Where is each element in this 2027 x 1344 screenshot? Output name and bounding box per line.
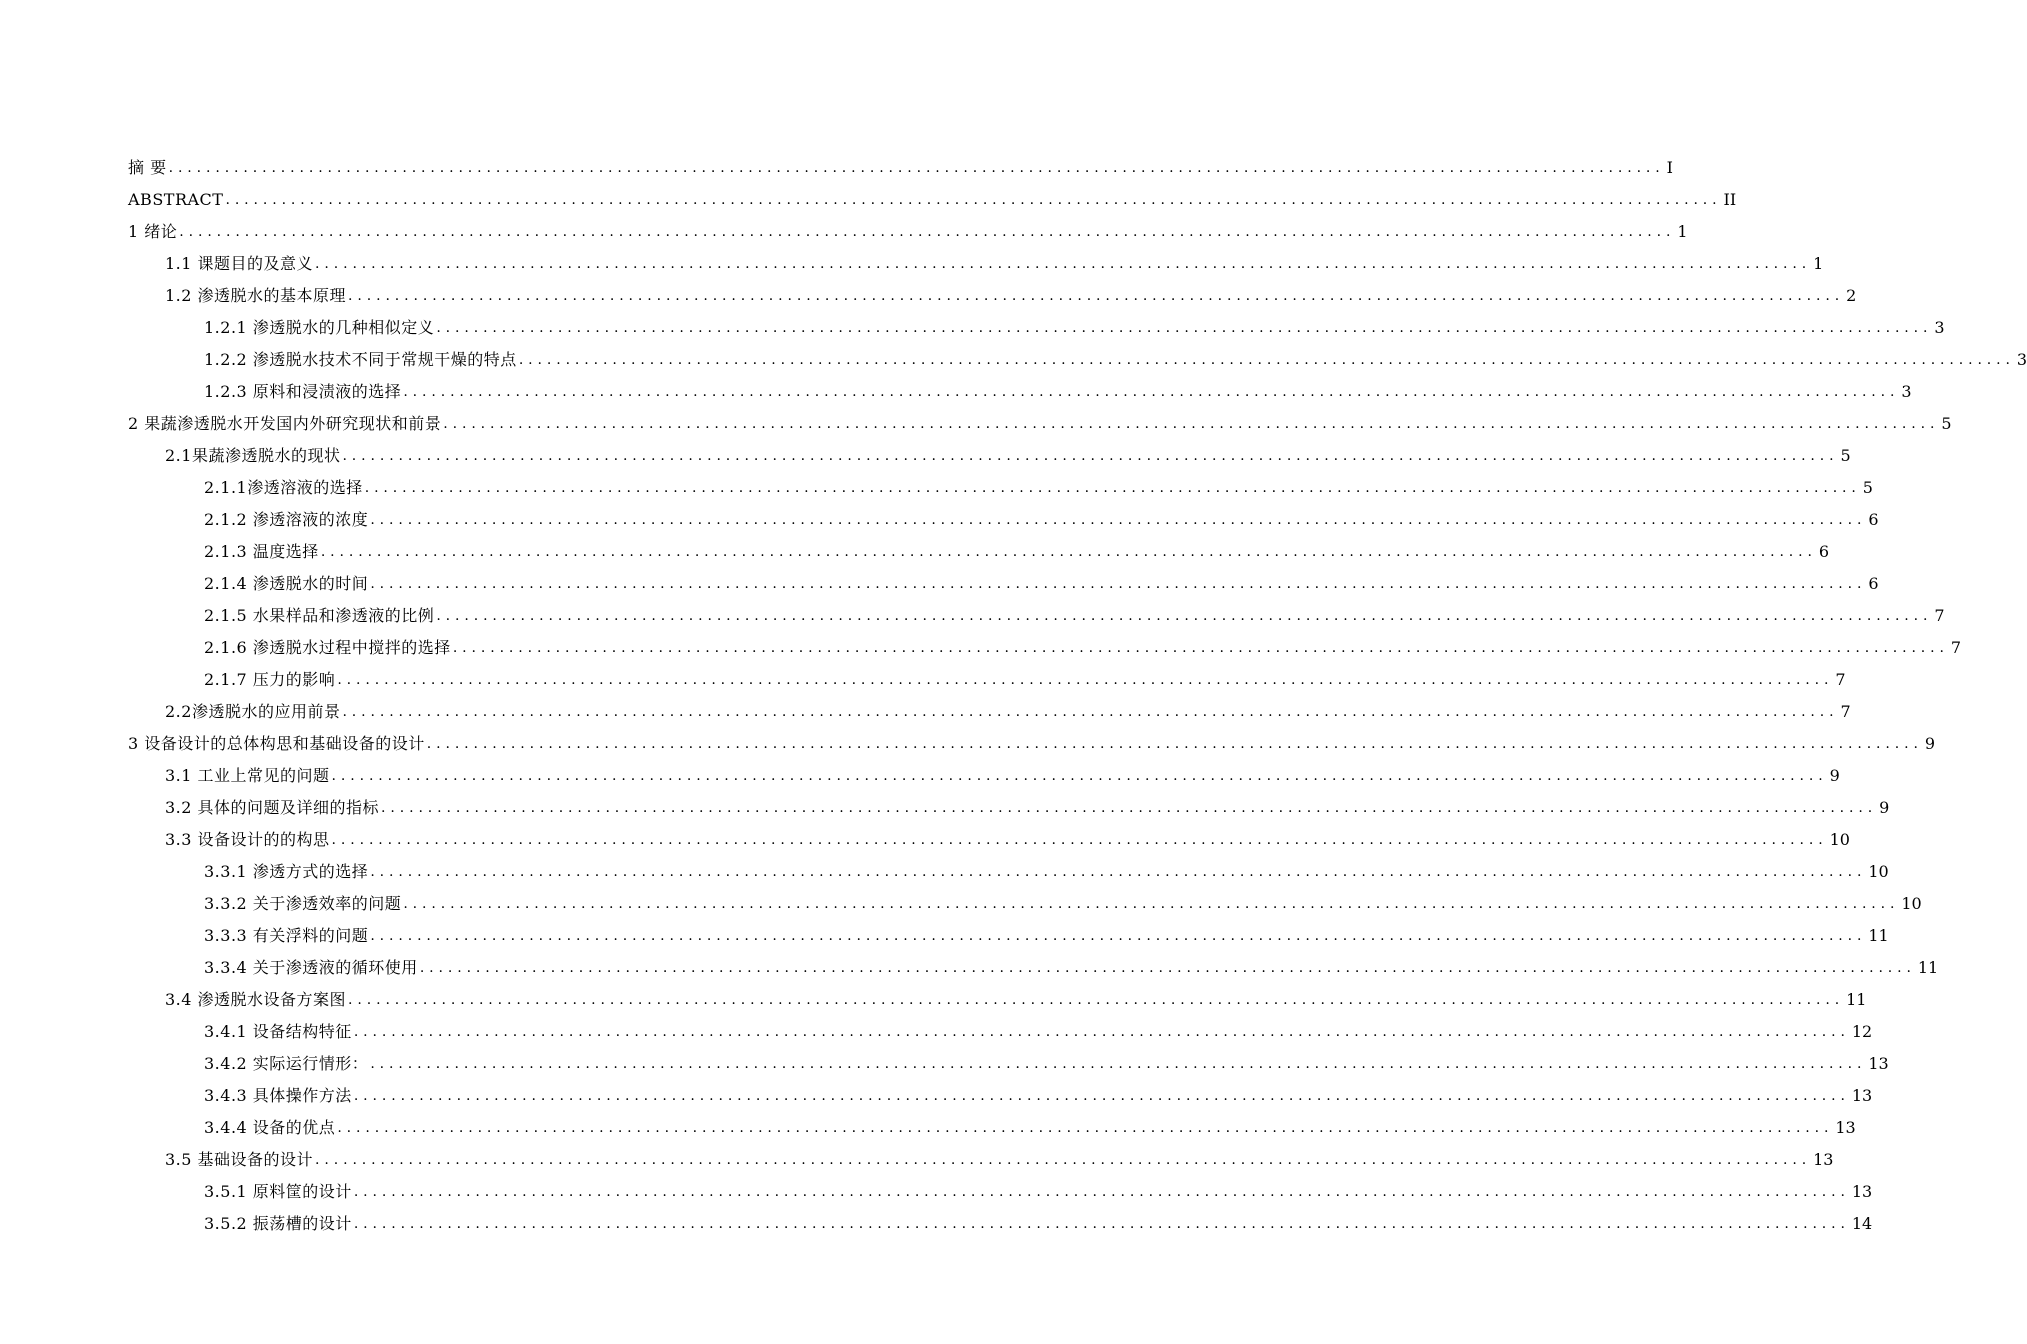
toc-entry[interactable] — [128, 722, 1935, 754]
toc-entry[interactable] — [128, 242, 1824, 274]
toc-entry-title: 2 果蔬渗透脱水开发国内外研究现状和前景 — [128, 414, 442, 433]
toc-entry-page-number: 12 — [1851, 1022, 1873, 1041]
toc-leader-dots: ................................................................................................................................................................ — [370, 864, 1867, 880]
toc-entry[interactable] — [128, 210, 1688, 242]
toc-entry-title: 3.4 渗透脱水设备方案图 — [165, 990, 347, 1009]
toc-leader-dots: ................................................................................................................................................................ — [353, 1216, 1850, 1232]
toc-entry-title: 3.3.2 关于渗透效率的问题 — [204, 894, 402, 913]
toc-entry-page-number: 13 — [1868, 1054, 1889, 1073]
toc-entry-page-number: 11 — [1917, 958, 1939, 977]
toc-entry-page-number: 3 — [1901, 382, 1912, 401]
toc-leader-dots: ................................................................................................................................................................ — [370, 576, 1867, 592]
toc-leader-dots: ................................................................................................................................................................ — [370, 928, 1867, 944]
toc-entry[interactable] — [128, 594, 1945, 626]
toc-entry-page-number: 6 — [1868, 574, 1879, 593]
toc-leader-dots: ................................................................................................................................................................ — [353, 1088, 1850, 1104]
toc-entry-page-number: II — [1723, 190, 1737, 209]
toc-entry-page-number: 9 — [1829, 766, 1840, 785]
toc-entry-title: 3.3.4 关于渗透液的循环使用 — [204, 958, 418, 977]
toc-entry[interactable] — [128, 946, 1939, 978]
toc-entry-page-number: 7 — [1840, 702, 1851, 721]
toc-leader-dots: ................................................................................................................................................................ — [370, 512, 1867, 528]
toc-leader-dots: ................................................................................................................................................................ — [518, 352, 2015, 368]
toc-entry[interactable] — [128, 914, 1889, 946]
toc-leader-dots: ................................................................................................................................................................ — [403, 896, 1900, 912]
toc-entry[interactable] — [128, 786, 1890, 818]
toc-entry-page-number: 3 — [1934, 318, 1945, 337]
toc-entry-title: ABSTRACT — [128, 190, 224, 209]
toc-entry-title: 1.2.1 渗透脱水的几种相似定义 — [204, 318, 435, 337]
toc-entry-title: 3.4.2 实际运行情形： — [204, 1054, 369, 1073]
toc-entry[interactable] — [128, 146, 1673, 178]
toc-entry[interactable] — [128, 1010, 1873, 1042]
toc-entry[interactable] — [128, 882, 1922, 914]
toc-entry-title: 2.1果蔬渗透脱水的现状 — [165, 446, 341, 465]
toc-entry-title: 2.1.3 温度选择 — [204, 542, 319, 561]
toc-entry[interactable] — [128, 434, 1851, 466]
toc-entry[interactable] — [128, 626, 1962, 658]
toc-leader-dots: ................................................................................................................................................................ — [179, 224, 1676, 240]
toc-entry-page-number: 6 — [1818, 542, 1830, 561]
toc-leader-dots: ................................................................................................................................................................ — [353, 1184, 1850, 1200]
toc-leader-dots: ................................................................................................................................................................ — [381, 800, 1878, 816]
toc-entry[interactable] — [128, 1106, 1856, 1138]
toc-entry-page-number: I — [1666, 158, 1673, 177]
toc-leader-dots: ................................................................................................................................................................ — [426, 736, 1923, 752]
toc-leader-dots: ................................................................................................................................................................ — [436, 608, 1933, 624]
toc-entry-page-number: 13 — [1835, 1118, 1856, 1137]
toc-leader-dots: ................................................................................................................................................................ — [364, 480, 1861, 496]
toc-entry-title: 1.1 课题目的及意义 — [165, 254, 314, 273]
toc-entry-page-number: 1 — [1813, 254, 1824, 273]
toc-entry-title: 3.3.3 有关浮料的问题 — [204, 926, 369, 945]
toc-entry-page-number: 14 — [1851, 1214, 1873, 1233]
toc-entry-title: 3.4.4 设备的优点 — [204, 1118, 336, 1137]
toc-leader-dots: ................................................................................................................................................................ — [342, 448, 1839, 464]
toc-leader-dots: ................................................................................................................................................................ — [348, 288, 1845, 304]
toc-entry[interactable] — [128, 850, 1889, 882]
toc-entry-page-number: 9 — [1879, 798, 1890, 817]
toc-entry-page-number: 2 — [1846, 286, 1857, 305]
toc-entry-title: 摘 要 — [128, 158, 167, 177]
toc-entry-page-number: 6 — [1868, 510, 1879, 529]
table-of-contents — [128, 146, 2027, 1234]
toc-entry-title: 3.2 具体的问题及详细的指标 — [165, 798, 380, 817]
toc-leader-dots: ................................................................................................................................................................ — [315, 1152, 1812, 1168]
toc-entry[interactable] — [128, 530, 1830, 562]
toc-leader-dots: ................................................................................................................................................................ — [320, 544, 1817, 560]
toc-entry[interactable] — [128, 818, 1850, 850]
toc-entry[interactable] — [128, 562, 1879, 594]
toc-entry-title: 2.1.6 渗透脱水过程中搅拌的选择 — [204, 638, 451, 657]
toc-leader-dots: ................................................................................................................................................................ — [443, 416, 1940, 432]
toc-entry-page-number: 1 — [1677, 222, 1688, 241]
toc-leader-dots: ................................................................................................................................................................ — [337, 1120, 1834, 1136]
toc-leader-dots: ................................................................................................................................................................ — [353, 1024, 1850, 1040]
toc-entry-title: 2.1.7 压力的影响 — [204, 670, 336, 689]
toc-entry-page-number: 11 — [1868, 926, 1889, 945]
toc-entry[interactable] — [128, 978, 1867, 1010]
toc-entry-page-number: 5 — [1862, 478, 1873, 497]
toc-entry-page-number: 5 — [1840, 446, 1851, 465]
toc-entry-title: 2.1.1渗透溶液的选择 — [204, 478, 363, 497]
toc-entry[interactable] — [128, 690, 1851, 722]
toc-entry-title: 2.2渗透脱水的应用前景 — [165, 702, 341, 721]
toc-entry-page-number: 5 — [1941, 414, 1952, 433]
toc-leader-dots: ................................................................................................................................................................ — [452, 640, 1949, 656]
toc-entry[interactable] — [128, 274, 1857, 306]
toc-entry-page-number: 13 — [1813, 1150, 1834, 1169]
toc-entry[interactable] — [128, 306, 1945, 338]
toc-entry[interactable] — [128, 178, 1737, 210]
toc-entry[interactable] — [128, 498, 1879, 530]
toc-leader-dots: ................................................................................................................................................................ — [337, 672, 1834, 688]
toc-entry-title: 1.2.2 渗透脱水技术不同于常规干燥的特点 — [204, 350, 517, 369]
toc-entry[interactable] — [128, 1170, 1873, 1202]
toc-entry-page-number: 10 — [1901, 894, 1922, 913]
toc-entry-title: 2.1.4 渗透脱水的时间 — [204, 574, 369, 593]
toc-entry-title: 2.1.2 渗透溶液的浓度 — [204, 510, 369, 529]
toc-leader-dots: ................................................................................................................................................................ — [331, 832, 1828, 848]
toc-entry-title: 3.5 基础设备的设计 — [165, 1150, 314, 1169]
toc-entry[interactable] — [128, 402, 1952, 434]
toc-entry-title: 3.4.1 设备结构特征 — [204, 1022, 352, 1041]
toc-entry-page-number: 11 — [1846, 990, 1867, 1009]
toc-entry-title: 3.3 设备设计的的构思 — [165, 830, 330, 849]
toc-entry-page-number: 3 — [2016, 350, 2027, 369]
toc-leader-dots: ................................................................................................................................................................ — [315, 256, 1812, 272]
toc-entry-title: 2.1.5 水果样品和渗透液的比例 — [204, 606, 435, 625]
toc-entry[interactable] — [128, 1074, 1873, 1106]
toc-entry-page-number: 10 — [1868, 862, 1889, 881]
toc-leader-dots: ................................................................................................................................................................ — [342, 704, 1839, 720]
toc-leader-dots: ................................................................................................................................................................ — [348, 992, 1845, 1008]
toc-entry-title: 1.2 渗透脱水的基本原理 — [165, 286, 347, 305]
toc-entry-title: 3.3.1 渗透方式的选择 — [204, 862, 369, 881]
toc-leader-dots: ................................................................................................................................................................ — [331, 768, 1828, 784]
toc-entry-page-number: 10 — [1829, 830, 1850, 849]
toc-entry-page-number: 13 — [1851, 1182, 1873, 1201]
toc-entry[interactable] — [128, 658, 1846, 690]
toc-leader-dots: ................................................................................................................................................................ — [436, 320, 1933, 336]
toc-entry[interactable] — [128, 370, 1912, 402]
toc-leader-dots: ................................................................................................................................................................ — [225, 192, 1722, 208]
toc-entry[interactable] — [128, 466, 1873, 498]
toc-entry-page-number: 7 — [1950, 638, 1962, 657]
toc-entry-page-number: 9 — [1924, 734, 1935, 753]
toc-entry[interactable] — [128, 1202, 1873, 1234]
toc-entry-page-number: 7 — [1934, 606, 1945, 625]
toc-entry-title: 3.5.2 振荡槽的设计 — [204, 1214, 352, 1233]
toc-entry-title: 1 绪论 — [128, 222, 178, 241]
toc-leader-dots: ................................................................................................................................................................ — [419, 960, 1916, 976]
toc-entry-title: 3.4.3 具体操作方法 — [204, 1086, 352, 1105]
toc-entry-title: 3 设备设计的总体构思和基础设备的设计 — [128, 734, 425, 753]
toc-entry-title: 3.5.1 原料筐的设计 — [204, 1182, 352, 1201]
toc-entry[interactable] — [128, 754, 1840, 786]
toc-entry-title: 1.2.3 原料和浸渍液的选择 — [204, 382, 402, 401]
toc-entry-title: 3.1 工业上常见的问题 — [165, 766, 330, 785]
toc-leader-dots: ................................................................................................................................................................ — [168, 160, 1665, 176]
toc-entry[interactable] — [128, 1138, 1834, 1170]
toc-entry-page-number: 7 — [1835, 670, 1846, 689]
toc-entry[interactable] — [128, 1042, 1889, 1074]
toc-leader-dots: ................................................................................................................................................................ — [370, 1056, 1867, 1072]
toc-leader-dots: ................................................................................................................................................................ — [403, 384, 1900, 400]
toc-entry-page-number: 13 — [1851, 1086, 1873, 1105]
toc-entry[interactable] — [128, 338, 2027, 370]
